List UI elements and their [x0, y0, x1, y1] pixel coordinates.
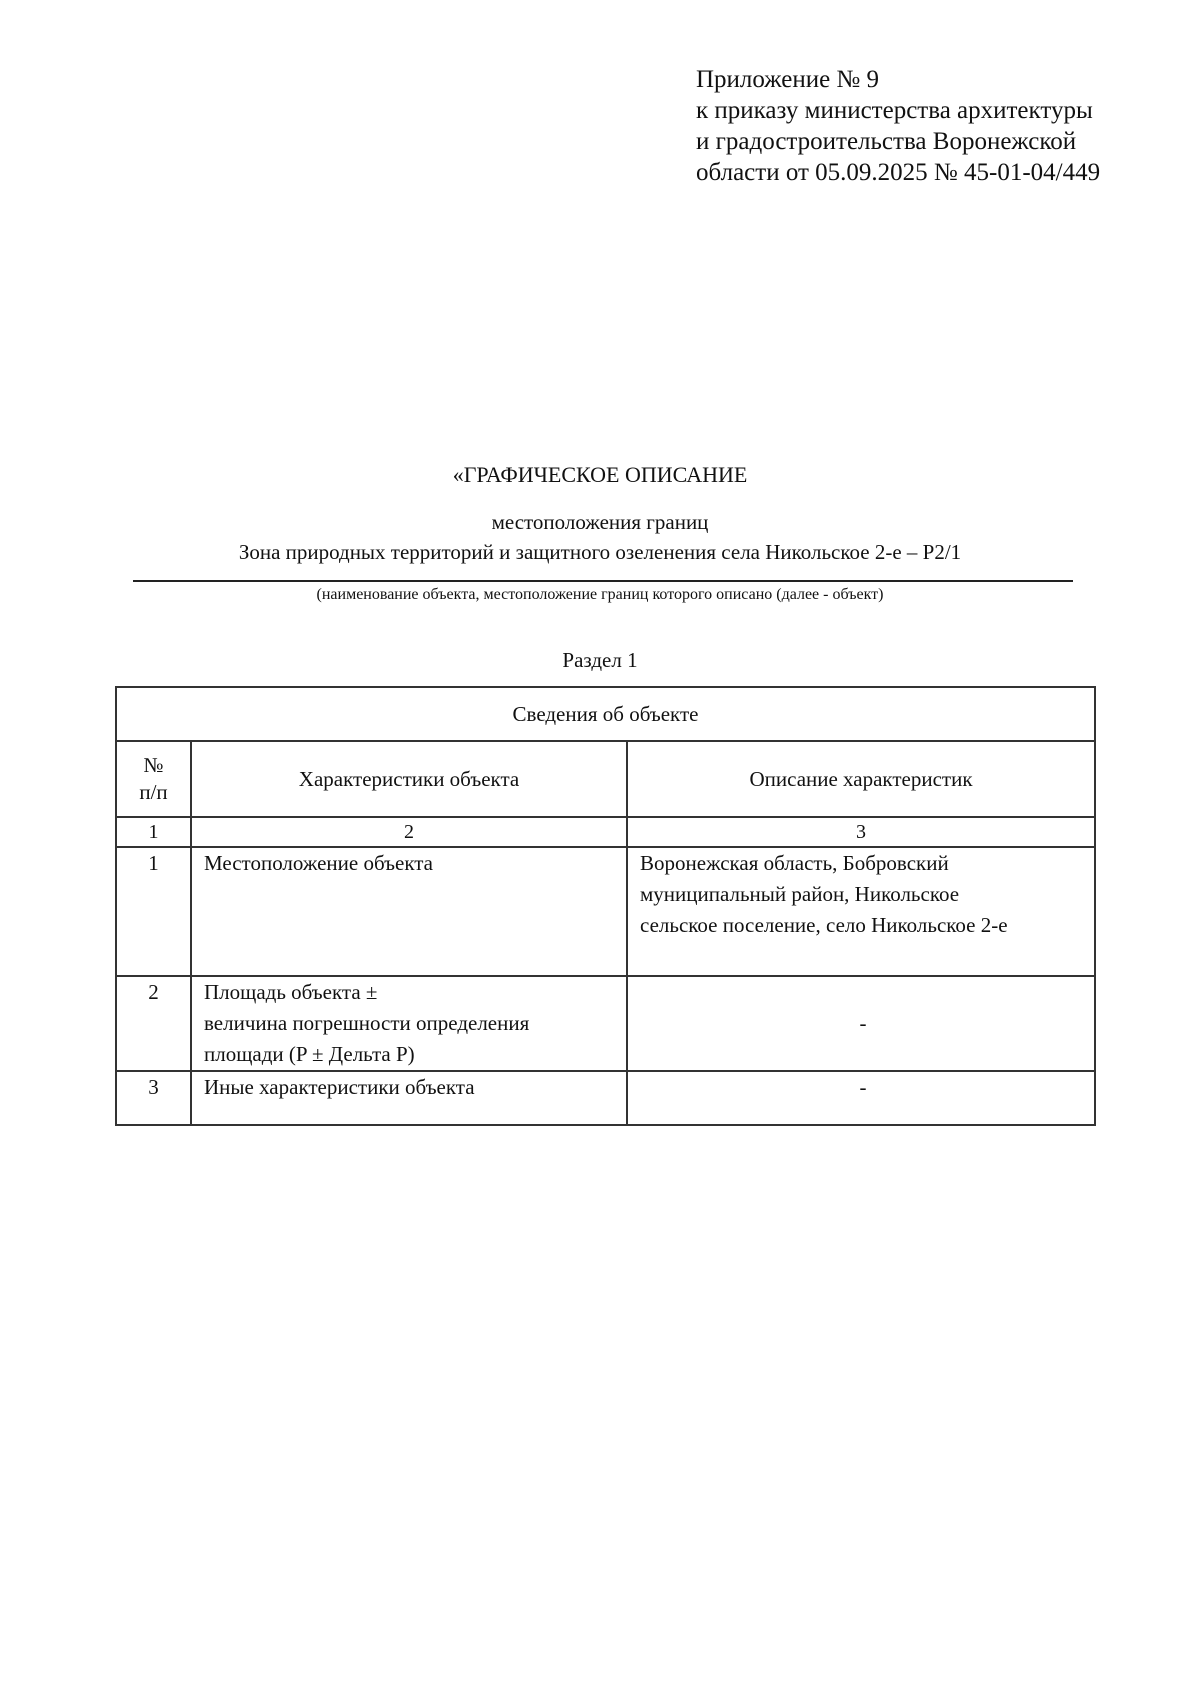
object-info-table — [115, 686, 1096, 1126]
table-header-row — [116, 741, 1095, 817]
document-subtitle: местоположения границ — [491, 510, 709, 534]
row-characteristic — [191, 976, 627, 1071]
appendix-reference — [696, 64, 1176, 188]
table-caption: Сведения об объекте — [116, 687, 1095, 741]
table-caption-row — [116, 687, 1095, 741]
column-number-row — [116, 817, 1095, 847]
row-description: - — [627, 976, 1095, 1071]
row-number: 3 — [116, 1071, 191, 1125]
characteristic-line: величина погрешности определения — [204, 1011, 530, 1035]
object-name-caption: (наименование объекта, местоположение границ которого описано (далее - объект) — [316, 586, 884, 603]
table-row — [116, 1071, 1095, 1125]
header-description: Описание характеристик — [627, 741, 1095, 817]
header-characteristics: Характеристики объекта — [191, 741, 627, 817]
header-num-line1: № — [143, 753, 164, 777]
object-name: Зона природных территорий и защитного озеленения села Никольское 2-е – Р2/1 — [238, 540, 962, 564]
row-characteristic: Иные характеристики объекта — [191, 1071, 627, 1125]
characteristic-line: Площадь объекта ± — [204, 980, 378, 1004]
row-description — [627, 847, 1095, 976]
row-number: 1 — [116, 847, 191, 976]
table-row — [116, 847, 1095, 976]
header-num — [116, 741, 191, 817]
section-label: Раздел 1 — [562, 648, 638, 672]
object-name-underline — [133, 580, 1073, 582]
appendix-line-4: области от 05.09.2025 № 45-01-04/449 — [696, 159, 1101, 186]
table-row — [116, 976, 1095, 1071]
row-description: - — [627, 1071, 1095, 1125]
row-number: 2 — [116, 976, 191, 1071]
column-number: 1 — [116, 817, 191, 847]
characteristic-line: площади (P ± Дельта P) — [204, 1042, 415, 1066]
column-number: 3 — [627, 817, 1095, 847]
document-title: «ГРАФИЧЕСКОЕ ОПИСАНИЕ — [452, 462, 748, 487]
header-num-line2: п/п — [139, 780, 168, 804]
appendix-line-2: к приказу министерства архитектуры — [696, 97, 1093, 124]
appendix-line-3: и градостроительства Воронежской — [696, 128, 1077, 155]
appendix-line-1: Приложение № 9 — [696, 66, 880, 93]
column-number: 2 — [191, 817, 627, 847]
description-line: муниципальный район, Никольское — [640, 882, 960, 906]
description-line: сельское поселение, село Никольское 2-е — [640, 913, 1008, 937]
description-line: Воронежская область, Бобровский — [640, 851, 949, 875]
row-characteristic: Местоположение объекта — [191, 847, 627, 976]
